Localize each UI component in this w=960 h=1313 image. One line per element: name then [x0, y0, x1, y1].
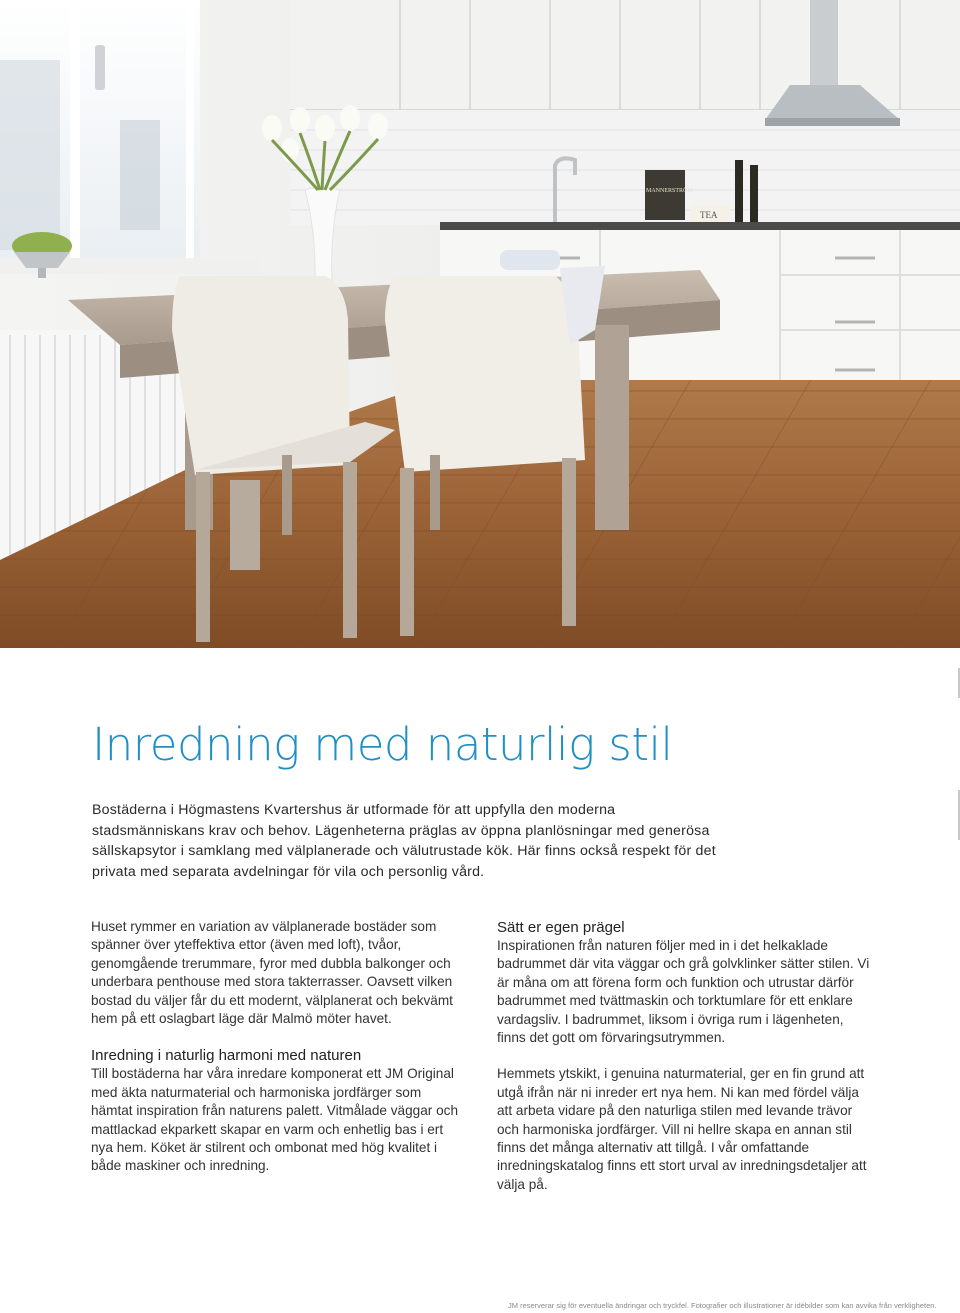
right-heading: Sätt er egen prägel: [497, 919, 625, 936]
left-heading: Inredning i naturlig harmoni med naturen: [91, 1047, 362, 1065]
footer-disclaimer: JM reserverar sig för eventuella ändringar och tryckfel. Fotografier och illustrationer är idébilder som kan avvika från verkligheten.: [508, 1301, 937, 1310]
right-paragraph-2: Hemmets ytskikt, i genuina naturmaterial, ger en fin grund att utgå ifrån när ni inreder ert nya hem. Ni kan med fördel välja att arbeta vidare på den naturliga stilen med levande trävor och harmoniska jordfärger. Vill ni hellre skapa en annan stil finns det många alternativ att tillgå. I vår omfattande inredningskatalog finns ett stort urval av inredningsdetaljer att välja på.: [497, 1066, 867, 1192]
intro-paragraph: Bostäderna i Högmastens Kvartershus är utformade för att uppfylla den moderna stadsmänniskans krav och behov. Lägenheterna präglas av öppna planlösningar med generösa sällskapsytor i samklang med välplanerade och välutrustade kök. Här finns också respekt för det privata med separata avdelningar för vila och personlig vård.: [92, 802, 716, 880]
hero-photo-kitchen: [0, 0, 960, 648]
cookbook-title: MANNERSTRÖM: [646, 188, 693, 194]
bottle: [750, 165, 758, 222]
cookbook: [645, 170, 685, 220]
tableware: [500, 250, 560, 270]
bottle: [735, 160, 743, 222]
left-paragraph-2: Till bostäderna har våra inredare komponerat ett JM Original med äkta naturmaterial och harmoniska jordfärger som hämtat inspiration från naturens palett. Vitmålade väggar och mattlackad ekparkett skapar en varm och enhetlig bas i ert nya hem. Köket är stilrent och ombonat med hög kvalitet i både maskiner och inredning.: [91, 1066, 458, 1174]
backsplash-tiles: [290, 110, 960, 225]
page-title: Inredning med naturlig stil: [92, 718, 673, 771]
tea-label: TEA: [700, 210, 718, 220]
left-paragraph-1: Huset rymmer en variation av välplanerade bostäder som spänner över yteffektiva ettor (även med loft), tvåor, genomgående trerummare, fyror med dubbla balkonger och underbara penthouse med stora takterrasser. Oavsett vilken bostad du väljer får du ett modernt, välplanerat och bekvämt hem på ett oslagbart läge där Malmö möter havet.: [91, 919, 453, 1027]
left-column: [91, 918, 466, 1176]
countertop: [440, 222, 960, 230]
right-paragraph-1: Inspirationen från naturen följer med in i det helkaklade badrummet där vita väggar och grå golvklinker sätter stilen. Vi är måna om att förena form och funktion och utrustar därför badrummet med tvättmaskin och torktumlare för ett enklare vardagsliv. I badrummet, liksom i övriga rum i lägenheten, finns det gott om förvaringsutrymmen.: [497, 938, 870, 1046]
right-column: [497, 918, 872, 1194]
